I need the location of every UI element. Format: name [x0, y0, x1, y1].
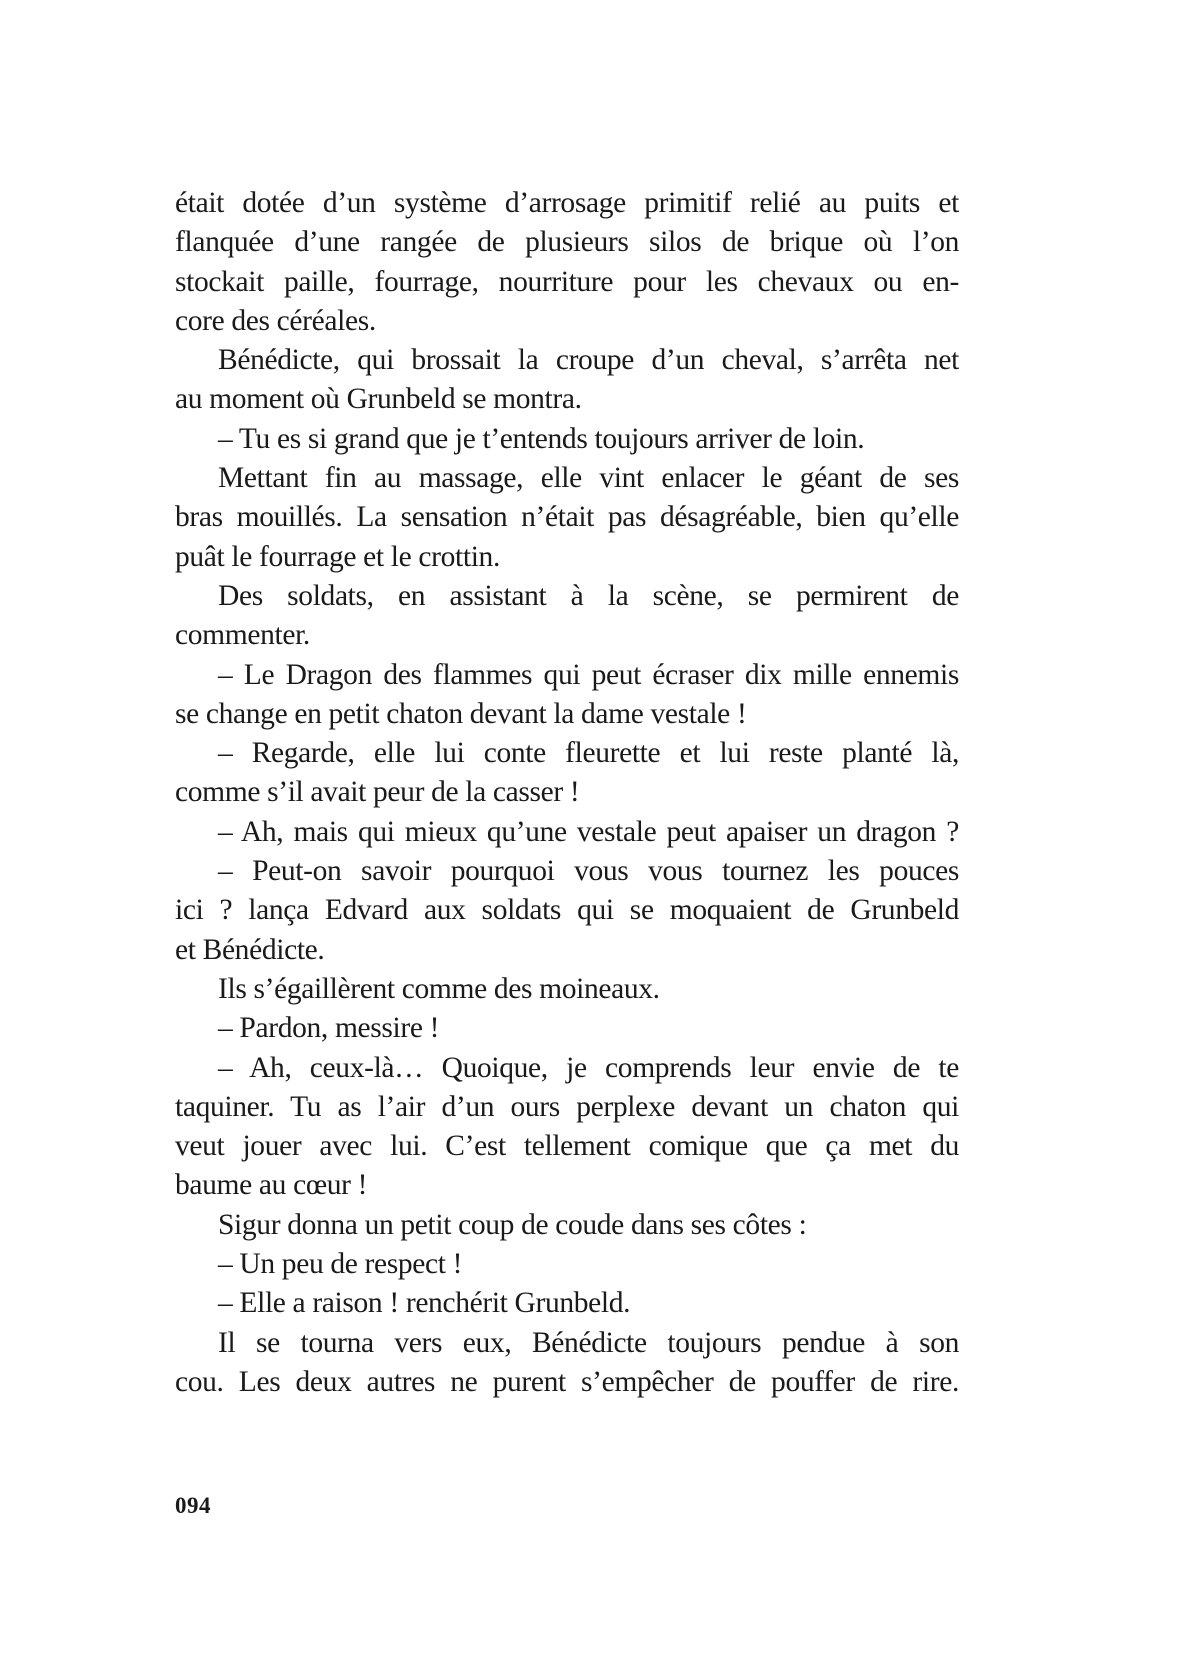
text-line: stockait paille, fourrage, nourriture pour les chevaux ou en-	[175, 265, 959, 298]
text-line: – Ah, ceux-là… Quoique, je comprends leur envie de te	[218, 1051, 959, 1084]
text-line: puât le fourrage et le crottin.	[175, 540, 500, 573]
text-line: Il se tourna vers eux, Bénédicte toujours pendue à son	[218, 1326, 959, 1359]
text-line: – Tu es si grand que je t’entends toujours arriver de loin.	[218, 422, 865, 455]
page-number: 094	[175, 1493, 211, 1518]
text-line: ici ? lança Edvard aux soldats qui se moquaient de Grunbeld	[175, 894, 959, 927]
text-line: Sigur donna un petit coup de coude dans ses côtes :	[218, 1208, 807, 1241]
body-text	[175, 184, 959, 1402]
text-line: flanquée d’une rangée de plusieurs silos de brique où l’on	[175, 226, 959, 259]
text-line: – Peut-on savoir pourquoi vous vous tournez les pouces	[218, 855, 959, 888]
text-line: Des soldats, en assistant à la scène, se permirent de	[218, 579, 959, 612]
text-line: bras mouillés. La sensation n’était pas désagréable, bien qu’elle	[175, 501, 959, 534]
text-line: comme s’il avait peur de la casser !	[175, 776, 580, 809]
text-line: – Un peu de respect !	[218, 1248, 463, 1281]
text-line: Mettant fin au massage, elle vint enlacer le géant de ses	[218, 462, 959, 495]
text-line: taquiner. Tu as l’air d’un ours perplexe devant un chaton qui	[175, 1090, 959, 1123]
text-line: – Elle a raison ! renchérit Grunbeld.	[218, 1287, 631, 1320]
text-line: – Regarde, elle lui conte fleurette et lui reste planté là,	[218, 737, 959, 770]
text-line: au moment où Grunbeld se montra.	[175, 383, 582, 416]
text-line: baume au cœur !	[175, 1169, 368, 1202]
text-line: et Bénédicte.	[175, 933, 325, 966]
text-line: core des céréales.	[175, 304, 376, 337]
text-line: – Ah, mais qui mieux qu’une vestale peut apaiser un dragon ?	[218, 815, 959, 848]
text-line: cou. Les deux autres ne purent s’empêcher de pouffer de rire.	[175, 1365, 959, 1398]
text-line: était dotée d’un système d’arrosage primitif relié au puits et	[175, 187, 959, 219]
text-line: Bénédicte, qui brossait la croupe d’un cheval, s’arrêta net	[218, 344, 959, 377]
text-line: – Pardon, messire !	[218, 1012, 440, 1045]
text-line: veut jouer avec lui. C’est tellement comique que ça met du	[175, 1130, 959, 1163]
text-line: Ils s’égaillèrent comme des moineaux.	[218, 972, 660, 1005]
text-line: se change en petit chaton devant la dame vestale !	[175, 697, 747, 730]
text-line: commenter.	[175, 619, 310, 652]
text-line: – Le Dragon des flammes qui peut écraser dix mille ennemis	[218, 658, 959, 691]
